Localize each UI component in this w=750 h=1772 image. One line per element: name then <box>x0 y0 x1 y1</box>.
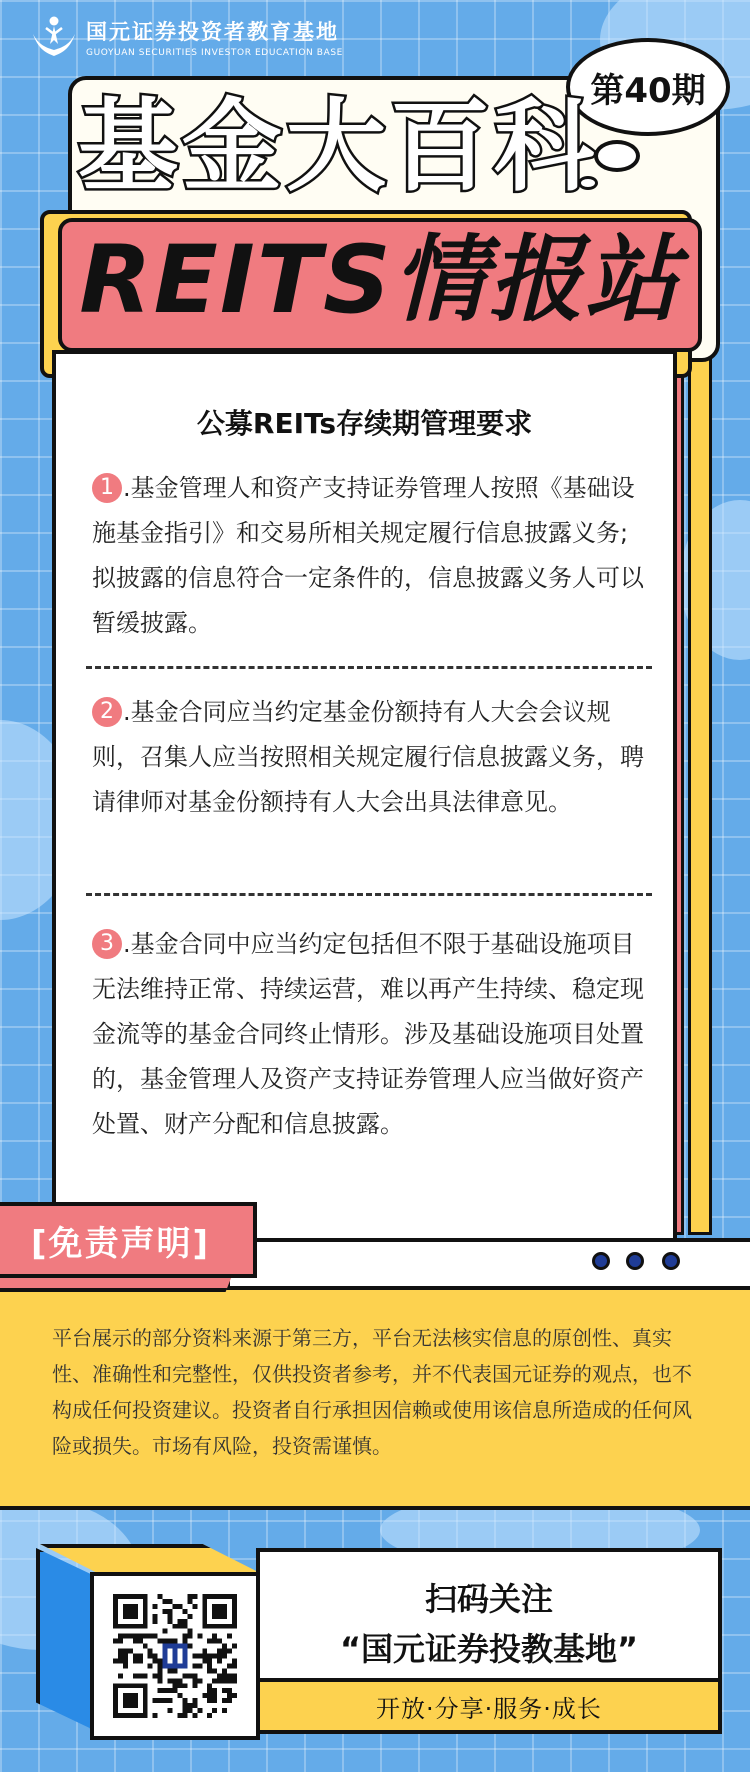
follow-title: 扫码关注 <box>424 1580 553 1618</box>
decor-dot <box>662 1252 680 1270</box>
decor-dot <box>592 1252 610 1270</box>
item-number: 3 <box>92 929 122 959</box>
decor-dot <box>626 1252 644 1270</box>
follow-account-name: “国元证券投教基地” <box>339 1630 639 1668</box>
main-title: 基金大百科 <box>78 88 598 205</box>
card-back-panel <box>688 355 712 1235</box>
disclaimer-tab <box>0 1202 257 1278</box>
section-title: 公募REITs存续期管理要求 <box>196 407 533 440</box>
dashed-divider <box>86 893 652 896</box>
cube-side <box>36 1548 98 1732</box>
org-name-en: GUOYUAN SECURITIES INVESTOR EDUCATION BASE <box>86 48 343 58</box>
disclaimer-label: [免责声明] <box>31 1223 211 1264</box>
sub-title: REITS情报站 <box>79 226 681 335</box>
item-number: 1 <box>92 473 122 503</box>
dashed-divider <box>86 666 652 669</box>
qr-code[interactable] <box>90 1572 260 1740</box>
disclaimer-text: 平台展示的部分资料来源于第三方，平台无法核实信息的原创性、真实性、准确性和完整性，仅供投资者参考，并不代表国元证券的观点，也不构成任何投资建议。投资者自行承担因信赖或使用该信息所造成的任何风险或损失。市场有风险，投资需谨慎。 <box>52 1326 692 1458</box>
list-item <box>92 690 652 825</box>
list-item <box>92 466 652 646</box>
item-text: .基金合同中应当约定包括但不限于基础设施项目无法维持正常、持续运营，难以再产生持续、稳定现金流等的基金合同终止情形。涉及基础设施项目处置的，基金管理人及资产支持证券管理人应当做好资产处置、财产分配和信息披露。 <box>92 930 644 1138</box>
follow-panel <box>256 1548 722 1734</box>
logo-figure-icon <box>30 14 78 60</box>
bubble-dot <box>594 140 640 172</box>
issue-badge: 第40期 <box>566 38 730 136</box>
list-item <box>92 922 652 1147</box>
org-logo <box>30 14 343 60</box>
item-text: .基金管理人和资产支持证券管理人按照《基础设施基金指引》和交易所相关规定履行信息披露义务;拟披露的信息符合一定条件的，信息披露义务人可以暂缓披露。 <box>92 474 644 637</box>
item-number: 2 <box>92 697 122 727</box>
org-name: 国元证券投资者教育基地 <box>86 20 339 44</box>
item-text: .基金合同应当约定基金份额持有人大会会议规则，召集人应当按照相关规定履行信息披露义务，聘请律师对基金份额持有人大会出具法律意见。 <box>92 698 644 816</box>
qr-code-icon <box>113 1594 237 1718</box>
slogan: 开放·分享·服务·成长 <box>260 1678 718 1730</box>
